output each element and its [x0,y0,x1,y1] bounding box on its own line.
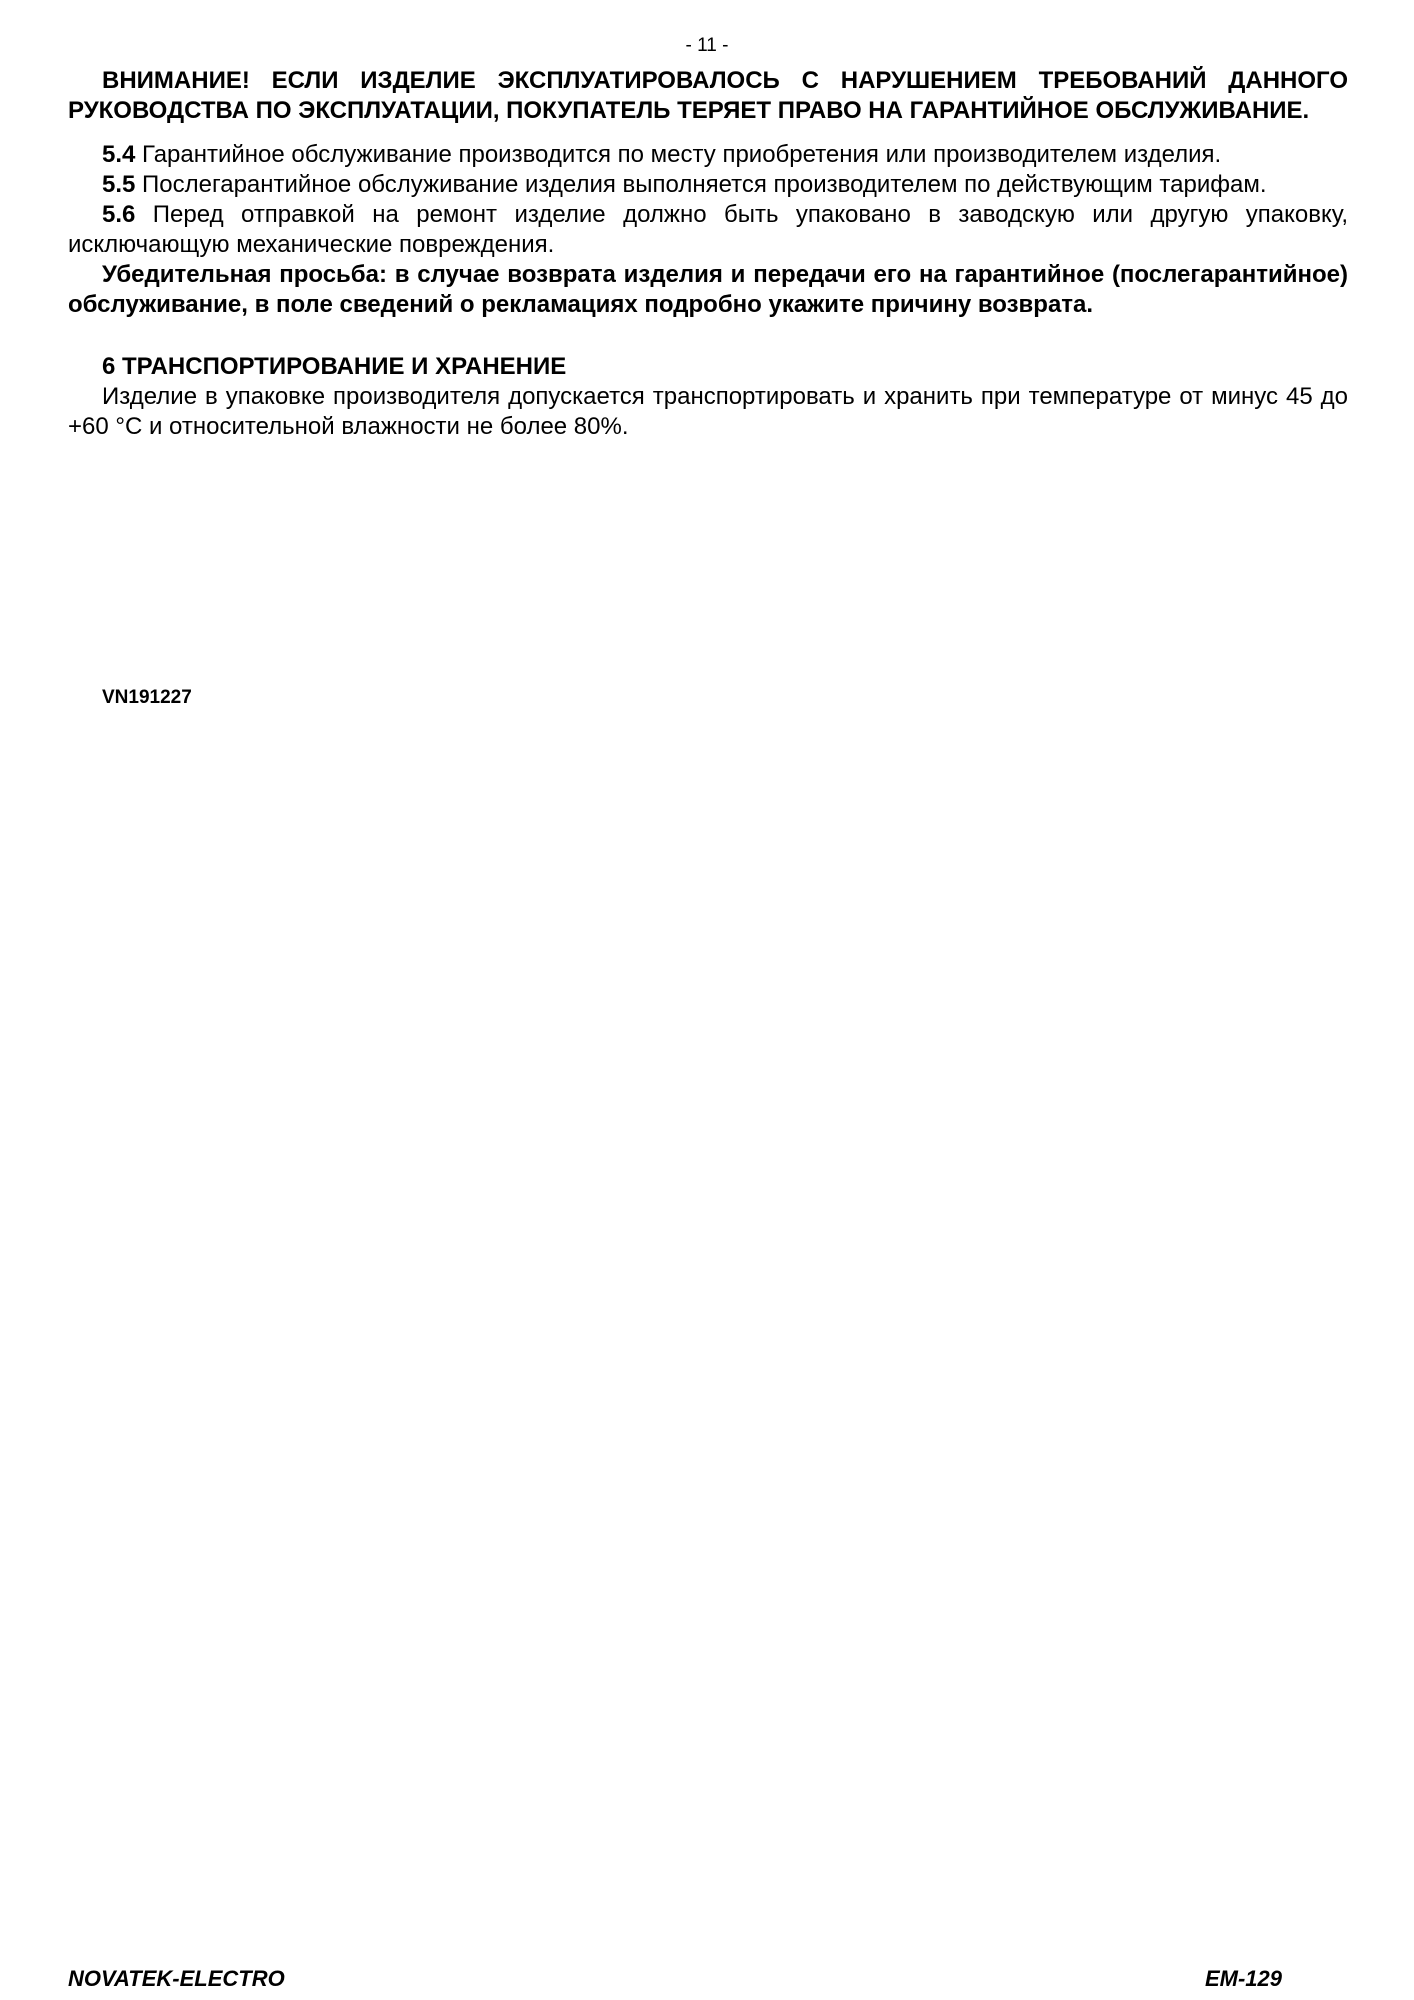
item-5-6 [68,200,1348,260]
page-number: - 11 - [685,35,729,56]
item-number: 5.4 [102,141,136,168]
item-number: 5.6 [102,201,136,228]
item-5-4 [68,140,1348,170]
item-text: Гарантийное обслуживание производится по месту приобретения или производителем изделия. [135,141,1222,168]
item-number: 5.5 [102,171,136,198]
footer-brand: NOVATEK-ELECTRO [68,1966,285,1991]
section-6-text: Изделие в упаковке производителя допускается транспортировать и хранить при температуре от минус 45 до +60 °С и относительной влажности не более 80%. [68,383,1348,440]
warning-paragraph: ВНИМАНИЕ! ЕСЛИ ИЗДЕЛИЕ ЭКСПЛУАТИРОВАЛОСЬ С НАРУШЕНИЕМ ТРЕБОВАНИЙ ДАННОГО РУКОВОДСТВА ПО ЭКСПЛУАТАЦИИ, ПОКУПАТЕЛЬ ТЕРЯЕТ ПРАВО НА ГАРАНТИЙНОЕ ОБСЛУЖИВАНИЕ. [68,67,1348,124]
footer-model: EM-129 [1204,1966,1282,1991]
document-body [68,66,1348,442]
request-paragraph: Убедительная просьба: в случае возврата изделия и передачи его на гарантийное (послегарантийное) обслуживание, в поле сведений о рекламациях подробно укажите причину возврата. [68,261,1348,318]
item-text: Перед отправкой на ремонт изделие должно быть упаковано в заводскую или другую упаковку, исключающую механические повреждения. [68,201,1348,258]
section-6-title: 6 ТРАНСПОРТИРОВАНИЕ И ХРАНЕНИЕ [102,353,567,380]
item-text: Послегарантийное обслуживание изделия выполняется производителем по действующим тарифам. [135,171,1267,198]
document-code: VN191227 [102,687,192,708]
item-5-5 [68,170,1348,200]
